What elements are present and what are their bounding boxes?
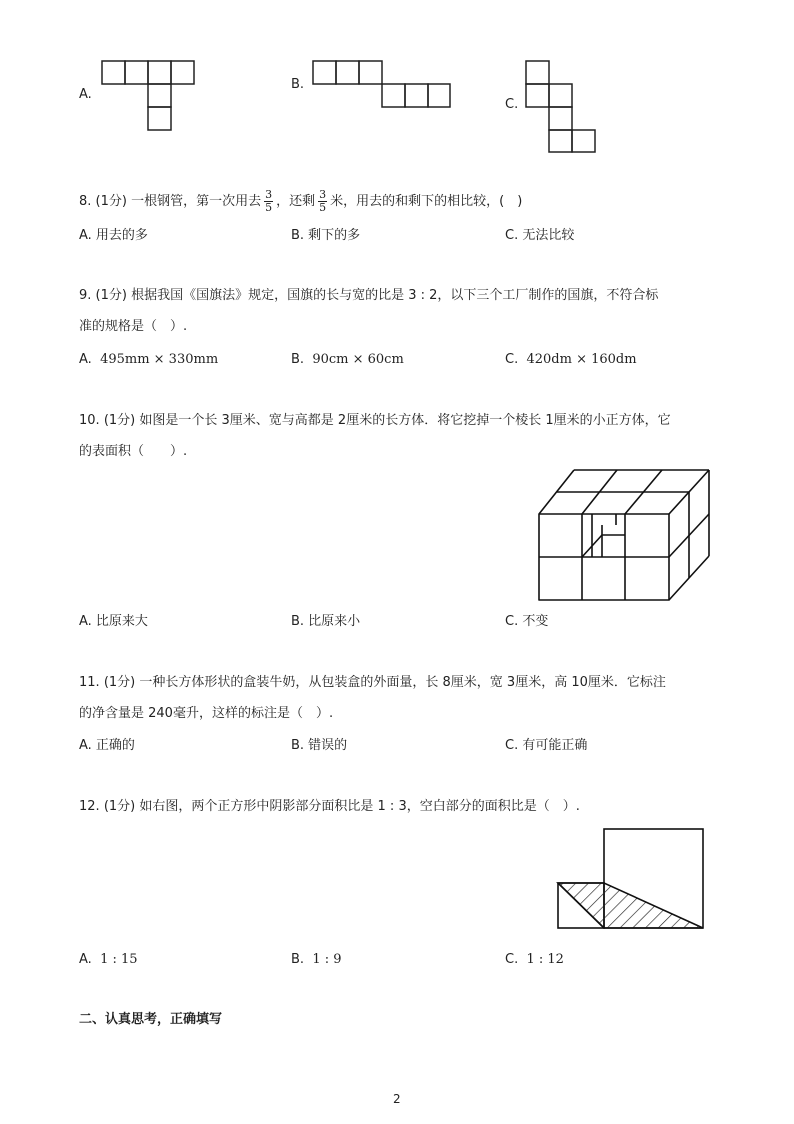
q10-option-a: A. 比原来大 (79, 614, 148, 629)
q12-text-line-1: 如右图，两个正方形中阴影部分面积比是 1 : 3，空白部分的面积比是（ ）. (139, 799, 580, 814)
q8-option-b: B. 剩下的多 (291, 228, 361, 243)
q9-option-a-value: 495mm × 330mm (100, 352, 219, 367)
q11-option-c: C. 有可能正确 (505, 738, 588, 753)
q7-option-a-label: A. (79, 87, 92, 102)
q8-fraction-1-denominator: 5 (265, 201, 273, 214)
q9-score: (1分) (95, 288, 127, 303)
q12-option-a (79, 951, 138, 969)
q12-number: 12. (79, 799, 100, 814)
q11-text-line-1: 一种长方体形状的盒装牛奶，从包装盒的外面量，长 8厘米，宽 3厘米，高 10厘米．它标注 (139, 675, 666, 690)
q9-option-b-label: B. (291, 352, 305, 367)
q12-option-a-value: 1 : 15 (100, 952, 138, 967)
q7-option-b-label: B. (291, 77, 305, 92)
q10-score: (1分) (103, 413, 136, 428)
page-number: 2 (393, 1092, 401, 1106)
q12-option-c-value: 1 : 12 (526, 952, 564, 967)
q8-score: (1分) (95, 194, 127, 209)
q9-question-line-1 (79, 287, 658, 305)
q8-text-2: ，还剩 (276, 194, 316, 209)
q8-text-1: 一根钢管，第一次用去 (131, 194, 262, 209)
q8-fraction-2-numerator: 3 (319, 188, 327, 201)
q12-score: (1分) (103, 799, 136, 814)
q12-option-b-value: 1 : 9 (312, 952, 342, 967)
q9-option-c-label: C. (505, 352, 519, 367)
q9-option-a (79, 351, 218, 369)
q7-option-a-net (101, 60, 196, 132)
q8-fraction-2-denominator: 5 (319, 201, 327, 214)
q9-number: 9. (79, 288, 92, 303)
q10-question-line-1 (79, 412, 671, 430)
q10-text-line-1: 如图是一个长 3厘米、宽与高都是 2厘米的长方体．将它挖掉一个棱长 1厘米的小正方体，它 (139, 413, 671, 428)
section-2-title: 二、认真思考，正确填写 (79, 1012, 223, 1027)
q8-fraction-1-numerator: 3 (265, 188, 273, 201)
q8-number: 8. (79, 194, 92, 209)
q8-fraction-2 (318, 189, 327, 214)
q8-question (79, 187, 522, 217)
q9-option-c (505, 351, 637, 369)
q12-option-c-label: C. (505, 952, 519, 967)
q10-option-c: C. 不变 (505, 614, 549, 629)
q12-option-c (505, 951, 564, 969)
q10-option-b: B. 比原来小 (291, 614, 361, 629)
q8-fraction-1 (264, 189, 273, 214)
q11-question-line-1 (79, 674, 666, 692)
q9-option-c-value: 420dm × 160dm (526, 352, 637, 367)
q11-number: 11. (79, 675, 100, 690)
q9-option-b-value: 90cm × 60cm (312, 352, 404, 367)
q10-cuboid-figure (536, 468, 714, 604)
q7-option-c-net (525, 60, 597, 155)
q9-text-line-2: 准的规格是（ ）. (79, 319, 188, 334)
q11-option-b: B. 错误的 (291, 738, 348, 753)
q9-option-a-label: A. (79, 352, 92, 367)
q12-option-b-label: B. (291, 952, 305, 967)
q10-number: 10. (79, 413, 100, 428)
q8-option-a: A. 用去的多 (79, 228, 148, 243)
q11-text-line-2: 的净含量是 240毫升，这样的标注是（ ）. (79, 706, 334, 721)
q8-option-c: C. 无法比较 (505, 228, 575, 243)
q12-question (79, 798, 580, 816)
q8-text-3: 米，用去的和剩下的相比较，( ) (330, 194, 523, 209)
q9-text-line-1: 根据我国《国旗法》规定，国旗的长与宽的比是 3 : 2，以下三个工厂制作的国旗，不符合标 (131, 288, 659, 303)
q7-option-c-label: C. (505, 97, 519, 112)
q7-option-b-net (312, 60, 452, 110)
q11-option-a: A. 正确的 (79, 738, 135, 753)
q10-text-line-2: 的表面积（ ）. (79, 444, 188, 459)
q11-score: (1分) (103, 675, 136, 690)
q12-option-a-label: A. (79, 952, 92, 967)
q12-squares-figure (555, 827, 707, 931)
q12-option-b (291, 951, 342, 969)
q9-option-b (291, 351, 404, 369)
